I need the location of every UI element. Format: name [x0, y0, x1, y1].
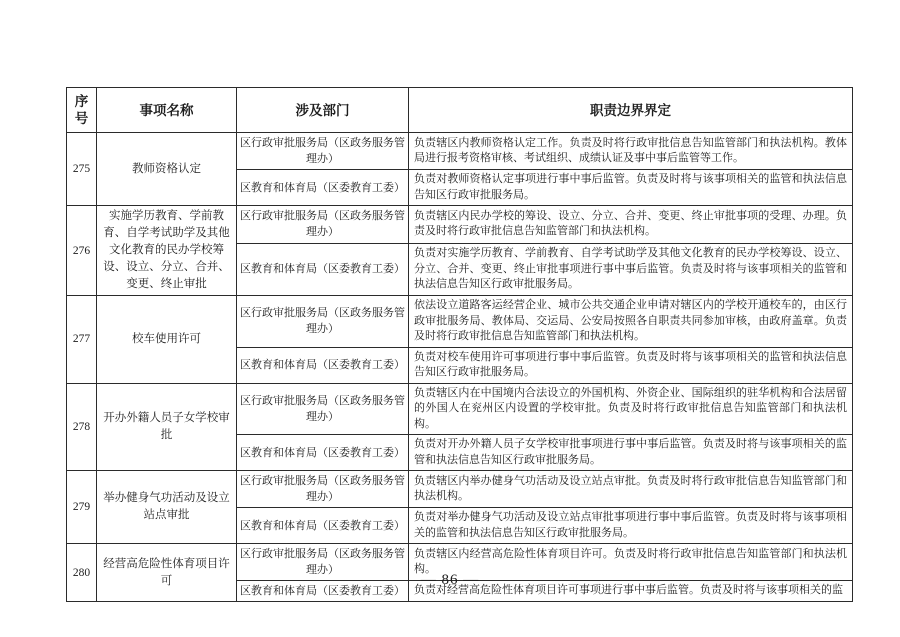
duty-cell: 负责对实施学历教育、学前教育、自学考试助学及其他文化教育的民办学校筹设、设立、分立、合并、变更、终止审批事项进行事中事后监管。负责及时将与该事项相关的监管和执法信息告知区行政审批服务局。 — [409, 243, 853, 295]
department-cell: 区行政审批服务局（区政务服务管理办） — [237, 544, 409, 581]
row-number: 280 — [67, 544, 97, 602]
department-cell: 区行政审批服务局（区政务服务管理办） — [237, 471, 409, 508]
duty-cell: 负责对举办健身气功活动及设立站点审批事项进行事中事后监管。负责及时将与该事项相关的监管和执法信息告知区行政审批服务局。 — [409, 508, 853, 544]
table-container — [66, 87, 852, 602]
table-row — [67, 471, 853, 508]
header-serial-number: 序号 — [67, 88, 97, 133]
responsibility-table — [66, 87, 853, 602]
row-number: 276 — [67, 206, 97, 296]
row-number: 278 — [67, 383, 97, 471]
duty-cell: 负责对教师资格认定事项进行事中事后监管。负责及时将与该事项相关的监管和执法信息告知区行政审批服务局。 — [409, 170, 853, 206]
item-name: 校车使用许可 — [97, 296, 237, 384]
table-row — [67, 133, 853, 170]
row-number: 277 — [67, 296, 97, 384]
department-cell: 区教育和体育局（区委教育工委） — [237, 508, 409, 544]
duty-cell: 负责辖区内在中国境内合法设立的外国机构、外资企业、国际组织的驻华机构和合法居留的外国人在兖州区内设置的学校审批。负责及时将行政审批信息告知监管部门和执法机构。 — [409, 383, 853, 435]
item-name: 开办外籍人员子女学校审批 — [97, 383, 237, 471]
duty-cell: 负责辖区内举办健身气功活动及设立站点审批。负责及时将行政审批信息告知监管部门和执法机构。 — [409, 471, 853, 508]
duty-cell: 负责辖区内经营高危险性体育项目许可。负责及时将行政审批信息告知监管部门和执法机构。 — [409, 544, 853, 581]
department-cell: 区行政审批服务局（区政务服务管理办） — [237, 133, 409, 170]
duty-cell: 负责对开办外籍人员子女学校审批事项进行事中事后监管。负责及时将与该事项相关的监管和执法信息告知区行政审批服务局。 — [409, 435, 853, 471]
row-number: 275 — [67, 133, 97, 206]
table-header-row — [67, 88, 853, 133]
header-item-name: 事项名称 — [97, 88, 237, 133]
department-cell: 区教育和体育局（区委教育工委） — [237, 435, 409, 471]
duty-cell: 负责辖区内教师资格认定工作。负责及时将行政审批信息告知监管部门和执法机构。教体局进行报考资格审核、考试组织、成绩认证及事中事后监管等工作。 — [409, 133, 853, 170]
department-cell: 区教育和体育局（区委教育工委） — [237, 243, 409, 295]
table-row — [67, 296, 853, 348]
department-cell: 区教育和体育局（区委教育工委） — [237, 170, 409, 206]
item-name: 经营高危险性体育项目许可 — [97, 544, 237, 602]
table-row — [67, 383, 853, 435]
table-row — [67, 206, 853, 244]
header-responsibility: 职责边界界定 — [409, 88, 853, 133]
duty-cell: 依法设立道路客运经营企业、城市公共交通企业申请对辖区内的学校开通校车的，由区行政审批服务局、教体局、交运局、公安局按照各自职责共同参加审核，由政府盖章。负责及时将行政审批信息告知监管部门和执法机构。 — [409, 296, 853, 348]
department-cell: 区行政审批服务局（区政务服务管理办） — [237, 383, 409, 435]
item-name: 举办健身气功活动及设立站点审批 — [97, 471, 237, 544]
row-number: 279 — [67, 471, 97, 544]
department-cell: 区行政审批服务局（区政务服务管理办） — [237, 296, 409, 348]
item-name: 教师资格认定 — [97, 133, 237, 206]
department-cell: 区教育和体育局（区委教育工委） — [237, 347, 409, 383]
header-departments: 涉及部门 — [237, 88, 409, 133]
department-cell: 区行政审批服务局（区政务服务管理办） — [237, 206, 409, 244]
duty-cell: 负责对经营高危险性体育项目许可事项进行事中事后监管。负责及时将与该事项相关的监 — [409, 581, 853, 602]
duty-cell: 负责对校车使用许可事项进行事中事后监管。负责及时将与该事项相关的监管和执法信息告知区行政审批服务局。 — [409, 347, 853, 383]
item-name: 实施学历教育、学前教育、自学考试助学及其他文化教育的民办学校筹设、设立、分立、合并、变更、终止审批 — [97, 206, 237, 296]
department-cell: 区教育和体育局（区委教育工委） — [237, 581, 409, 602]
page-number: — 86 — — [420, 572, 480, 588]
duty-cell: 负责辖区内民办学校的筹设、设立、分立、合并、变更、终止审批事项的受理、办理。负责及时将行政审批信息告知监管部门和执法机构。 — [409, 206, 853, 244]
